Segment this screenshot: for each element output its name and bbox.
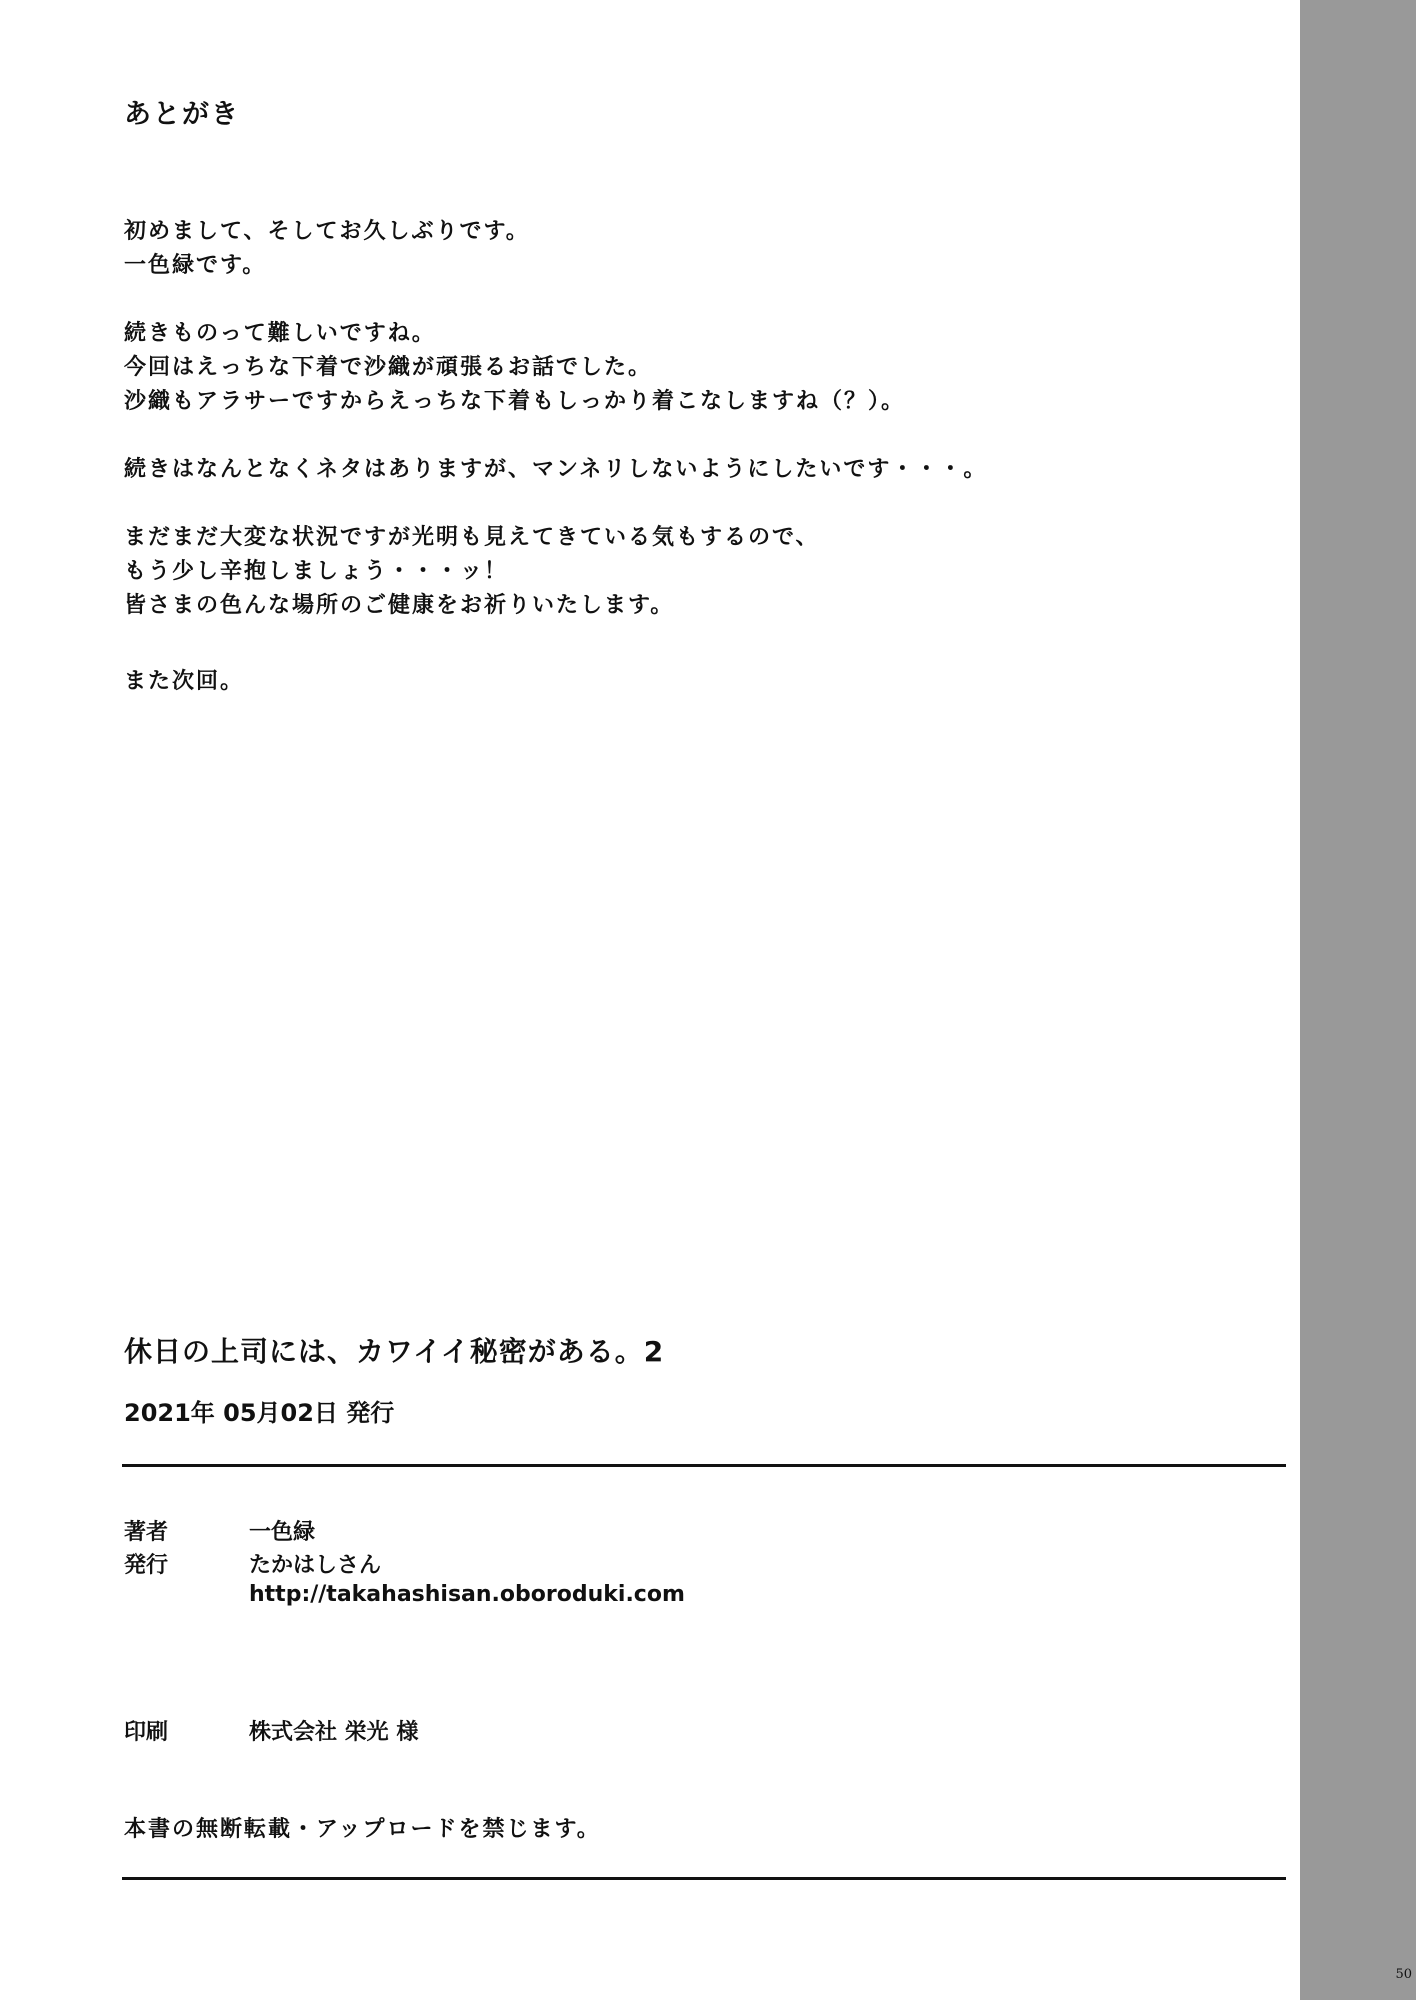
page-number: 50 [1395, 1967, 1412, 1982]
paragraph-spacer [124, 419, 1264, 453]
divider-bottom [122, 1877, 1286, 1880]
printer-name: 株式会社 栄光 様 [249, 1720, 419, 1745]
paragraph-line: 沙織もアラサーですからえっちな下着もしっかり着こなしますね（？）。 [124, 389, 906, 414]
publication-date: 2021年 05月02日 発行 [124, 1399, 395, 1427]
publisher-label: 発行 [124, 1553, 169, 1578]
paragraph-line: 続きものって難しいですね。 [124, 321, 436, 346]
paragraph-spacer [124, 623, 1264, 665]
author-name: 一色緑 [249, 1520, 316, 1545]
afterword-body [124, 215, 1264, 699]
paragraph-line: 続きはなんとなくネタはありますが、マンネリしないようにしたいです・・・。 [124, 457, 988, 482]
afterword-heading: あとがき [124, 99, 240, 130]
divider-top [122, 1464, 1286, 1467]
copyright-notice: 本書の無断転載・アップロードを禁じます。 [124, 1817, 601, 1842]
printer-label: 印刷 [124, 1720, 169, 1745]
paragraph-spacer [124, 283, 1264, 317]
paragraph-line: また次回。 [124, 669, 245, 694]
page-edge-strip [1300, 0, 1416, 2000]
paragraph-spacer [124, 487, 1264, 521]
paragraph-line: 皆さまの色んな場所のご健康をお祈りいたします。 [124, 593, 675, 618]
paragraph-line: 一色緑です。 [124, 253, 267, 278]
paragraph-line: 初めまして、そしてお久しぶりです。 [124, 219, 530, 244]
author-label: 著者 [124, 1520, 169, 1545]
book-title: 休日の上司には、カワイイ秘密がある。2 [124, 1335, 665, 1368]
paragraph-line: もう少し辛抱しましょう・・・ッ！ [124, 559, 509, 584]
publisher-url: http://takahashisan.oboroduki.com [249, 1582, 685, 1607]
paragraph-line: まだまだ大変な状況ですが光明も見えてきている気もするので、 [124, 525, 820, 550]
paragraph-line: 今回はえっちな下着で沙織が頑張るお話でした。 [124, 355, 653, 380]
publisher-name: たかはしさん [249, 1553, 382, 1578]
